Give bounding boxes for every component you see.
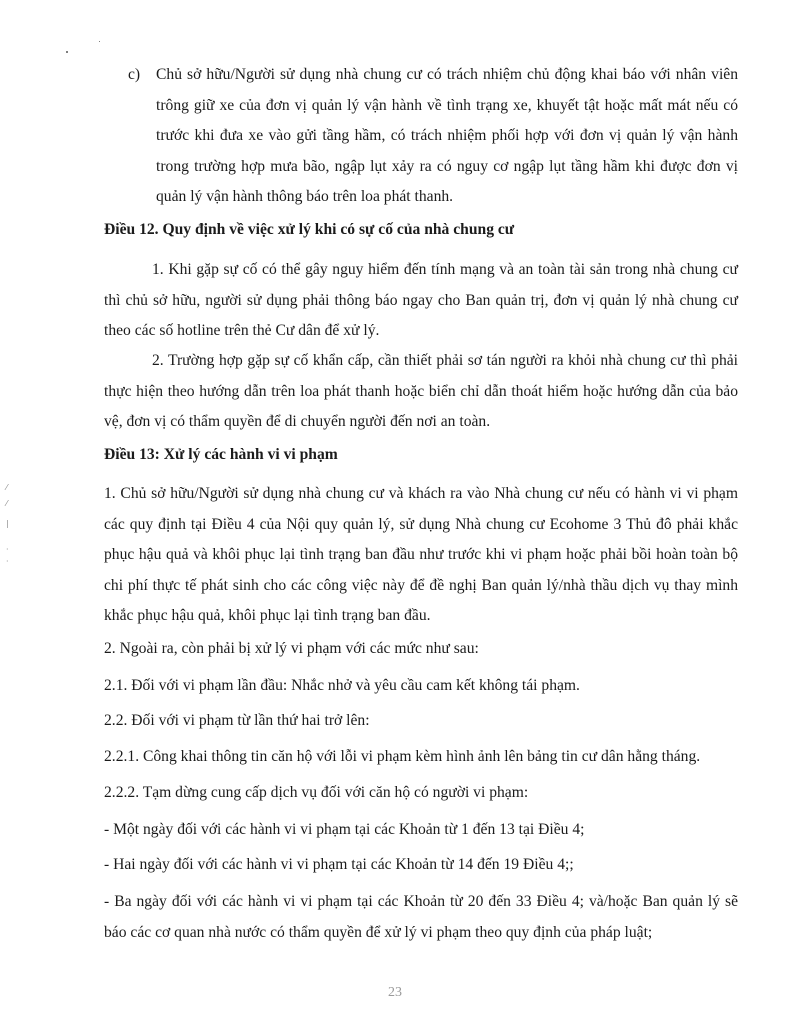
article-heading: Điều 12. Quy định về việc xử lý khi có sự cố của nhà chung cư xyxy=(104,221,515,238)
article-13-heading-block xyxy=(104,440,738,470)
clause-text: Chủ sở hữu/Người sử dụng nhà chung cư có trách nhiệm chủ động khai báo với nhân viên trông giữ xe của đơn vị quản lý vận hành về tình trạng xe, khuyết tật hoặc mất mát nếu có trước khi đưa xe vào gửi tầng hầm, có trách nhiệm phối hợp với đơn vị quản lý vận hành trong trường hợp mưa bão, ngập lụt xảy ra có nguy cơ ngập lụt tầng hầm khi được đơn vị quản lý vận hành thông báo trên loa phát thanh. xyxy=(156,66,738,206)
page-number: 23 xyxy=(388,985,402,1000)
article-13-bullet-1 xyxy=(104,815,738,845)
article-heading: Điều 13: Xử lý các hành vi vi phạm xyxy=(104,446,338,463)
paragraph: 2. Ngoài ra, còn phải bị xử lý vi phạm với các mức như sau: xyxy=(104,640,479,657)
article-13-para-2-2 xyxy=(104,706,738,736)
margin-scan-mark: · xyxy=(6,557,9,566)
paragraph: 2.1. Đối với vi phạm lần đầu: Nhắc nhở và yêu cầu cam kết không tái phạm. xyxy=(104,677,580,694)
paragraph: 2.2. Đối với vi phạm từ lần thứ hai trở lên: xyxy=(104,712,370,729)
list-item: - Một ngày đối với các hành vi vi phạm tại các Khoản từ 1 đến 13 tại Điều 4; xyxy=(104,821,585,838)
scan-speck xyxy=(99,41,100,42)
paragraph: 2.2.2. Tạm dừng cung cấp dịch vụ đối với căn hộ có người vi phạm: xyxy=(104,784,529,801)
article-13-para-2-1 xyxy=(104,671,738,701)
article-13-para-2-2-2 xyxy=(104,778,738,808)
article-13-para-2 xyxy=(104,634,738,664)
list-item: - Hai ngày đối với các hành vi vi phạm tại các Khoản từ 14 đến 19 Điều 4;; xyxy=(104,856,574,873)
article-13-para-1 xyxy=(104,479,738,632)
margin-scan-mark: · xyxy=(6,545,9,554)
article-12-para-2 xyxy=(104,346,738,438)
clause-item-c xyxy=(128,60,738,213)
margin-scan-mark: | xyxy=(6,519,9,528)
paragraph: 2.2.1. Công khai thông tin căn hộ với lỗi vi phạm kèm hình ảnh lên bảng tin cư dân hằng tháng. xyxy=(104,748,701,765)
scan-speck xyxy=(66,51,68,53)
list-item: - Ba ngày đối với các hành vi vi phạm tại các Khoản từ 20 đến 33 Điều 4; và/hoặc Ban quản lý sẽ báo các cơ quan nhà nước có thẩm quyền để xử lý vi phạm theo quy định của pháp luật; xyxy=(104,893,738,941)
article-13-bullet-2 xyxy=(104,850,738,880)
article-13-bullet-3 xyxy=(104,886,738,948)
article-12-para-1 xyxy=(104,255,738,347)
clause-label: c) xyxy=(128,66,141,83)
paragraph: 1. Khi gặp sự cố có thể gây nguy hiểm đến tính mạng và an toàn tài sản trong nhà chung cư thì chủ sở hữu, người sử dụng phải thông báo ngay cho Ban quản trị, đơn vị quản lý nhà chung cư theo các số hotline trên thẻ Cư dân để xử lý. xyxy=(104,261,738,340)
article-12-heading-block xyxy=(104,215,738,245)
paragraph: 2. Trường hợp gặp sự cố khẩn cấp, cần thiết phải sơ tán người ra khỏi nhà chung cư thì phải thực hiện theo hướng dẫn trên loa phát thanh hoặc biển chỉ dẫn thoát hiểm hoặc hướng dẫn của bảo vệ, đơn vị có thẩm quyền để di chuyển người đến nơi an toàn. xyxy=(104,352,738,431)
paragraph: 1. Chủ sở hữu/Người sử dụng nhà chung cư và khách ra vào Nhà chung cư nếu có hành vi vi phạm các quy định tại Điều 4 của Nội quy quản lý, sử dụng Nhà chung cư Ecohome 3 Thủ đô phải khắc phục hậu quả và khôi phục lại tình trạng ban đầu như trước khi vi phạm hoặc phải bồi hoàn toàn bộ chi phí thực tế phát sinh cho các công việc này để đề nghị Ban quản lý/nhà thầu dịch vụ thay mình khắc phục hậu quả, khôi phục lại tình trạng ban đầu. xyxy=(104,485,738,625)
margin-scan-mark: ⁄ xyxy=(6,499,8,508)
article-13-para-2-2-1 xyxy=(104,742,738,772)
margin-scan-mark: ⁄ xyxy=(6,483,8,492)
